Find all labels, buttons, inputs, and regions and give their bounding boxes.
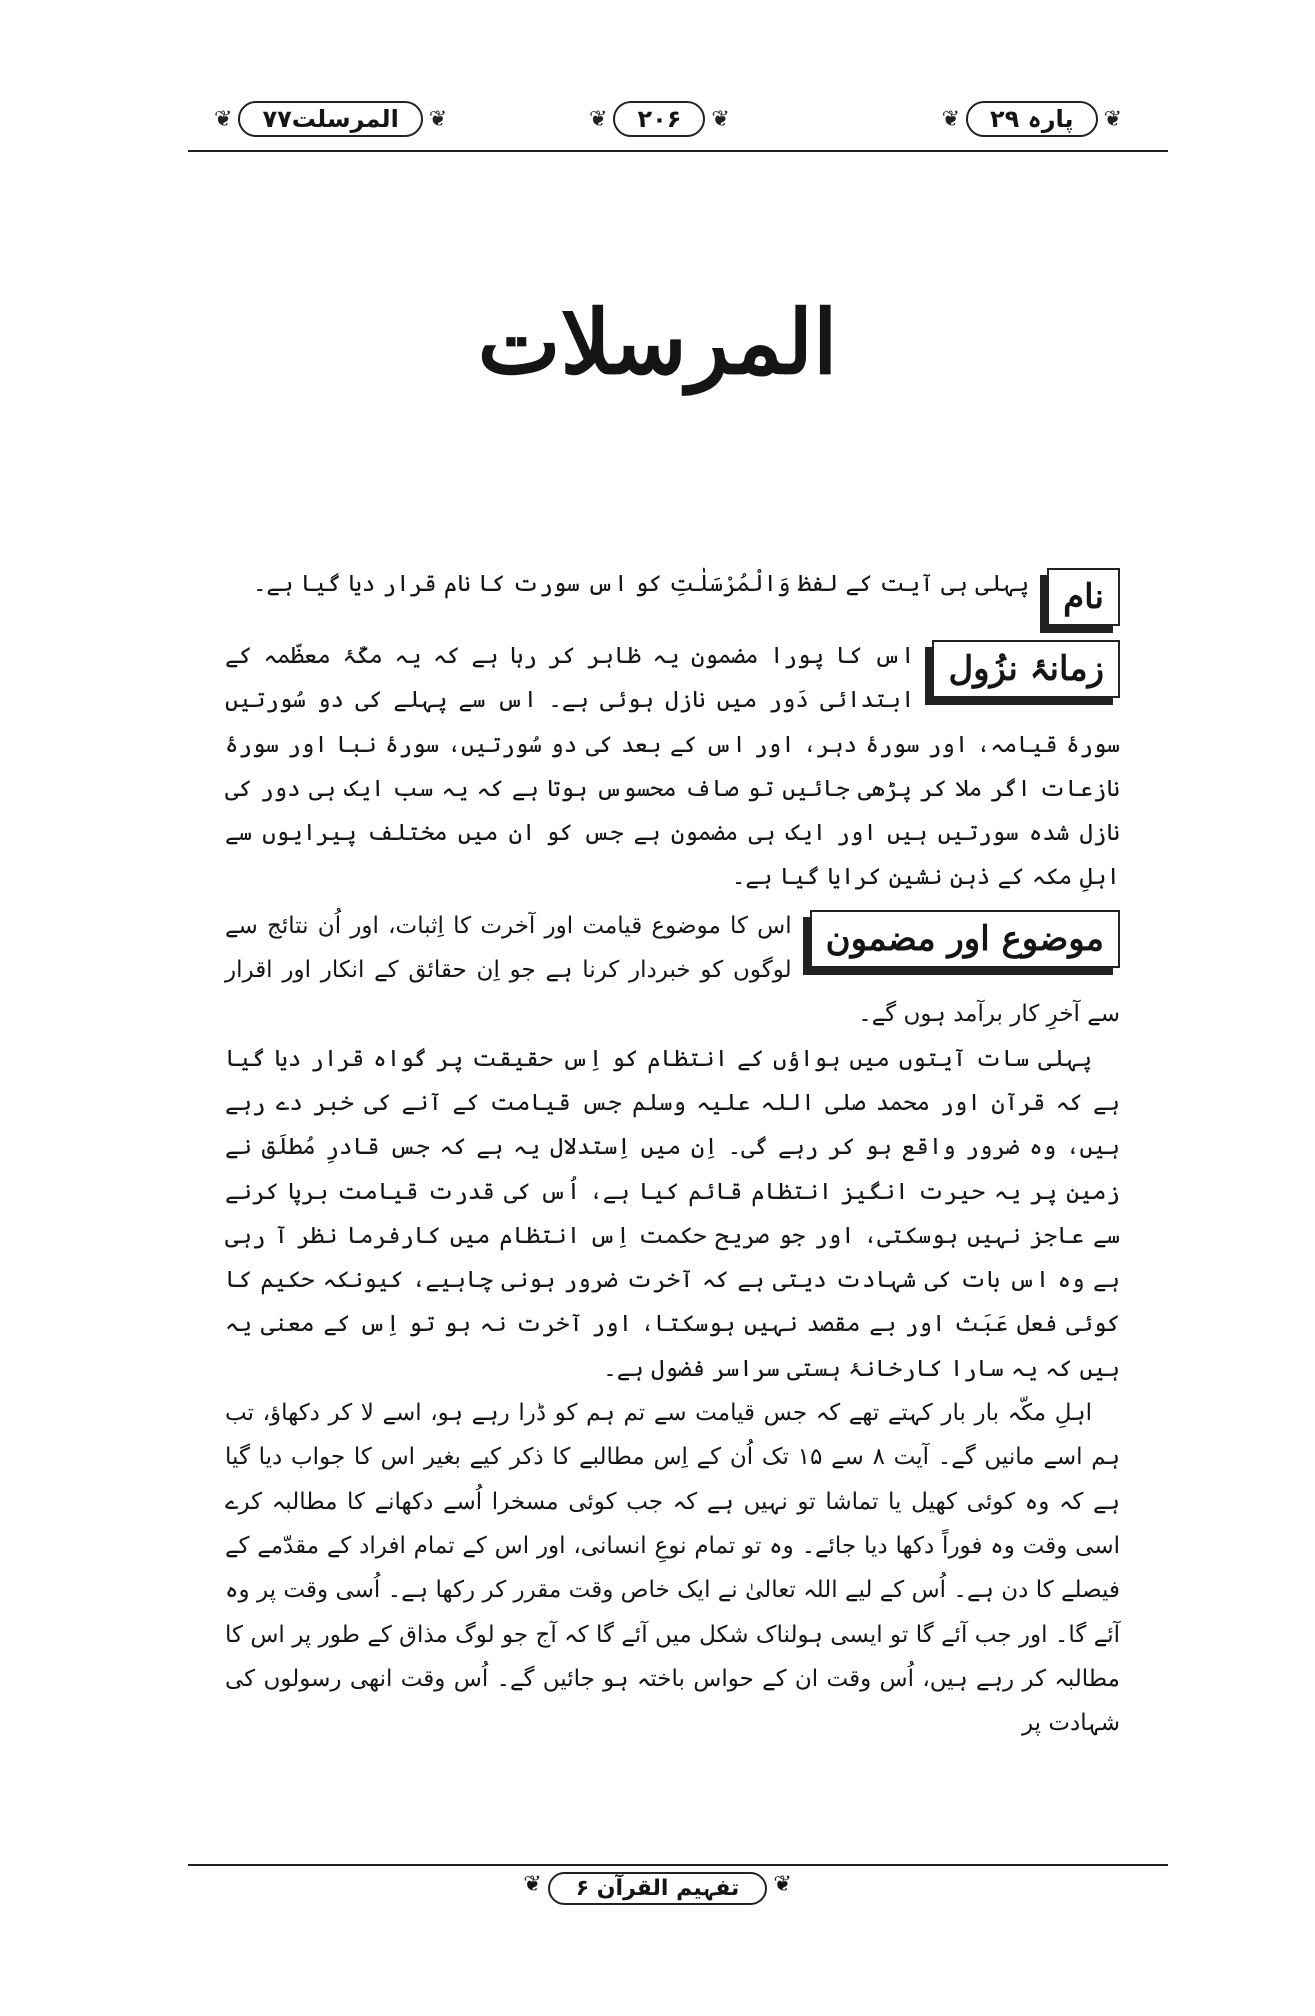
page-content	[225, 562, 1120, 1745]
section-subject	[225, 904, 1120, 1746]
ornament-icon: ❦	[589, 106, 608, 132]
paragraph: پہلی ہی آیت کے لفظ وَالْمُرْسَلٰتِ کو اس سورت کا نام قرار دیا گیا ہے۔	[252, 571, 1030, 597]
page-number: ۲۰۶	[613, 101, 705, 137]
section-heading: زمانۂ نزُول	[932, 640, 1120, 698]
section-revelation-period	[225, 634, 1120, 900]
page-footer	[0, 1872, 1315, 1905]
section-heading: نام	[1047, 568, 1120, 626]
book-title: تفہیم القرآن ۶	[548, 1872, 768, 1905]
ornament-icon: ❦	[428, 106, 448, 132]
juz-label: پارہ ۲۹	[966, 101, 1098, 137]
ornament-icon: ❦	[214, 106, 233, 132]
paragraph: اس کا پورا مضمون یہ ظاہر کر رہا ہے کہ یہ مکّۂ معظّمہ کے ابتدائی دَور میں نازل ہوئی ہے۔ اس سے پہلے کی دو سُورتیں سورۂ قیامہ، اور سورۂ دہر، اور اس کے بعد کی دو سُورتیں، سورۂ نبا اور سورۂ نازعات اگر ملا کر پڑھی جائیں تو صاف محسوس ہوتا ہے کہ یہ سب ایک ہی دور کی نازل شدہ سورتیں ہیں اور ایک ہی مضمون ہے جس کو ان میں مختلف پیرایوں سے اہلِ مکہ کے ذہن نشین کرایا گیا ہے۔	[225, 643, 1120, 891]
paragraph: اس کا موضوع قیامت اور آخرت کا اِثبات، اور اُن نتائج سے لوگوں کو خبردار کرنا ہے جو اِن حقائق کے انکار اور اقرار سے آخرِ کار برآمد ہوں گے۔	[225, 912, 1120, 1028]
header-rule	[188, 150, 1168, 152]
ornament-icon: ❦	[1103, 106, 1122, 132]
header-juz-cartouche	[936, 98, 1128, 140]
paragraph: اہلِ مکّہ بار بار کہتے تھے کہ جس قیامت سے تم ہم کو ڈرا رہے ہو، اسے لا کر دکھاؤ، تب ہم اسے مانیں گے۔ آیت ۸ سے ۱۵ تک اُن کے اِس مطالبے کا ذکر کیے بغیر اس کا جواب دیا گیا ہے کہ وہ کوئی کھیل یا تماشا تو نہیں ہے کہ جب کوئی مسخرا اُسے دکھانے کا مطالبہ کرے اسی وقت وہ فوراً دکھا دیا جائے۔ وہ تو تمام نوعِ انسانی، اور اس کے تمام افراد کے مقدّمے کے فیصلے کا دن ہے۔ اُس کے لیے اللہ تعالیٰ نے ایک خاص وقت مقرر کر رکھا ہے۔ اُسی وقت پر وہ آئے گا۔ اور جب آئے گا تو ایسی ہولناک شکل میں آئے گا کہ آج جو لوگ مذاق کے طور پر اس کا مطالبہ کر رہے ہیں، اُس وقت ان کے حواس باختہ ہو جائیں گے۔ اُس وقت انھی رسولوں کی شہادت پر	[225, 1400, 1121, 1737]
surah-label: المرسلت۷۷	[238, 101, 422, 137]
ornament-icon: ❦	[773, 1872, 792, 1897]
page-header	[188, 92, 1168, 150]
ornament-icon: ❦	[941, 106, 960, 132]
header-page-cartouche	[583, 98, 736, 140]
footer-rule	[188, 1864, 1168, 1866]
ornament-icon: ❦	[523, 1872, 542, 1897]
section-name	[225, 562, 1120, 630]
section-heading: موضوع اور مضمون	[810, 910, 1120, 968]
header-surah-cartouche	[208, 98, 453, 140]
chapter-title: المرسلات	[477, 290, 838, 394]
ornament-icon: ❦	[711, 106, 730, 132]
paragraph: پہلی سات آیتوں میں ہواؤں کے انتظام کو اِس حقیقت پر گواہ قرار دیا گیا ہے کہ قرآن اور محمد صلی اللہ علیہ وسلم جس قیامت کے آنے کی خبر دے رہے ہیں، وہ ضرور واقع ہو کر رہے گی۔ اِن میں اِستدلال یہ ہے کہ جس قادرِ مُطلَق نے زمین پر یہ حیرت انگیز انتظام قائم کیا ہے، اُس کی قدرت قیامت برپا کرنے سے عاجز نہیں ہوسکتی، اور جو صریح حکمت اِس انتظام میں کارفرما نظر آ رہی ہے وہ اس بات کی شہادت دیتی ہے کہ آخرت ضرور ہونی چاہیے، کیونکہ حکیم کا کوئی فعل عَبَث اور بے مقصد نہیں ہوسکتا، اور آخرت نہ ہو تو اِس کے معنی یہ ہیں کہ یہ سارا کارخانۂ ہستی سراسر فضول ہے۔	[225, 1045, 1120, 1382]
